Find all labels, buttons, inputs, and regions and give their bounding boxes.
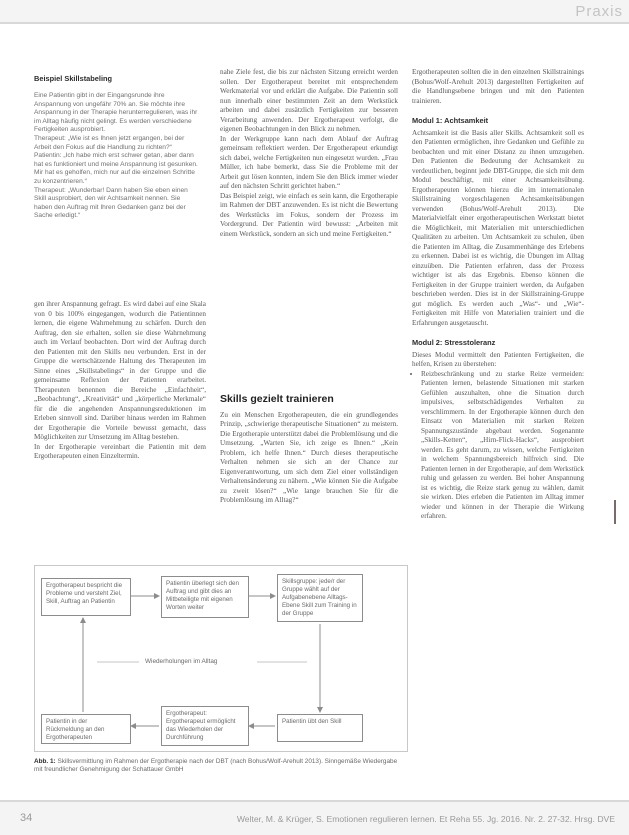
case-paragraph: Patientin: „Ich habe mich erst schwer getan, aber dann hat es funktioniert und meine Anspannung ist gesunken. Mir hat es geholfen, mich nur auf die einzelnen Schritte zu konzentrieren.“ (34, 152, 198, 185)
footer-citation: Welter, M. & Krüger, S. Emotionen regulieren lernen. Et Reha 55. Jg. 2016. Nr. 2. 27-32. Hrsg. DVE (236, 814, 615, 824)
body-paragraph: In der Ergotherapie vereinbart die Patientin mit dem Ergotherapeuten einen Einzeltermin. (34, 442, 206, 460)
case-paragraph: Therapeut: „Wunderbar! Dann haben Sie eben einen Skill ausprobiert, den wir Achtsamkeit nennen. Sie haben den Auftrag mit Ihren Gedanken ganz bei der Sache erledigt.“ (34, 186, 188, 220)
diagram-box: Patientin überlegt sich den Auftrag und gibt dies an Mitbeteiligte mit eigenen Worten weiter (161, 576, 249, 618)
column-1 (34, 300, 206, 462)
figure-diagram (34, 565, 408, 752)
figure-caption (34, 758, 406, 775)
caption-label: Abb. 1: (34, 758, 56, 765)
case-paragraph: Therapeut: „Wie ist es Ihnen jetzt ergangen, bei der Arbeit den Fokus auf die Handlung zu richten?“ (34, 134, 185, 151)
diagram-box: Skillsgruppe: jede/r der Gruppe wählt auf der Aufgabenebene Alltags-Ebene Skill zum Training in der Gruppe (277, 574, 363, 622)
module-2-intro: Dieses Modul vermittelt den Patienten Fertigkeiten, die helfen, Krisen zu überstehen: (412, 350, 584, 368)
diagram-box: Ergotherapeut bespricht die Probleme und versteht Ziel, Skill, Auftrag an Patientin (41, 578, 131, 616)
section-label: Praxis (575, 3, 623, 20)
diagram-box: Ergotherapeut: Ergotherapeut ermöglicht das Wiederholen der Durchführung (161, 706, 249, 746)
column-3 (412, 68, 584, 522)
body-paragraph: Zu ein Menschen Ergotherapeuten, die ein grundlegendes Prinzip, „schwierige therapeutische Situationen“ zu meistern. Die Ergotherapie unterstützt dabei die Problemlösung und die Umsetzung. „Warten Sie, ich zeige es Ihnen.“ „Kein Problem, ich helfe Ihnen.“ Durch dieses therapeutische Verhalten nehmen sie sich an der Chance zur Eigenverantwortung, um sich dem Ziel einer vollständigen Verhaltensänderung zu nähern. „Wie können Sie die Aufgabe zu zweit lösen?“ „Wie lange brauchen Sie für die Problemlösung im Alltag?“ (220, 410, 398, 504)
case-example-box (34, 68, 200, 296)
module-2-list (412, 370, 584, 522)
margin-marker (614, 500, 616, 524)
body-paragraph: Ergotherapeuten sollten die in den einzelnen Skillstrainings (Bohus/Wolf-Arehult 2013) dargestellten Fertigkeiten auf die Handlungsebene bringen und mit den Patienten trainieren. (412, 68, 584, 105)
body-paragraph: gen ihrer Anspannung gefragt. Es wird dabei auf eine Skala von 0 bis 100% eingegangen, wodurch die Patientinnen lernen, die eigene Wahrnehmung zu schärfen. Durch den Auftrag, den sie erhalten, sollen sie diese Wahrnehmung auch im Verlauf beobachten. Dort wird der Auftrag durch den Patienten mit den Skills neu verbunden. Erst in der Gruppe die wertschätzende Haltung des Therapeuten im Sinne eines „Skillstabelings“ in der Gruppe und die gemeinsame Reflexion der Patienten erarbeitet. Therapeuten benennen die Bereiche „Einfachheit“, „Beobachtung“, „Kreativität“ und „körperliche Merkmale“ für die die angehenden Anspannungsreduktionen im Erleben sinnvoll sind. Darüber hinaus werden im Rahmen der Ergotherapie die Vorteile bewusst gemacht, dass Möglichkeiten zur Umsetzung im Alltag bestehen. (34, 300, 206, 441)
body-paragraph: nahe Ziele fest, die bis zur nächsten Sitzung erreicht werden sollen. Der Ergotherapeut bereitet mit entsprechendem Werkmaterial vor und erklärt die Aufgabe. Die Patientin soll nun innerhalb einer bestimmten Zeit an dem Werkstück arbeiten und dabei zusätzlich Fertigkeiten zur besseren Verarbeitung anwenden. Der Ergotherapeut verfolgt, die eigenen Beobachtungen in den Blick zu nehmen. (220, 68, 398, 133)
module-2-heading: Modul 2: Stresstoleranz (412, 338, 496, 347)
section-heading: Skills gezielt trainieren (220, 393, 334, 405)
case-example-title: Beispiel Skillstabeling (34, 74, 113, 83)
caption-text: Skillsvermittlung im Rahmen der Ergotherapie nach der DBT (nach Bohus/Wolf-Arehult 2013). Sinngemäße Wiedergabe mit freundlicher Genehmigung der Schattauer GmbH (34, 758, 398, 774)
body-paragraph: In der Werkgruppe kann nach dem Ablauf der Auftrag gemeinsam reflektiert werden. Der Ergotherapeut erkundigt sich dabei, welche Fertigkeiten nun eingesetzt wurden. „Frau Müller, ich habe bemerkt, dass Sie die Probleme mit der Arbeit gut lösen konnten, indem Sie den Blick immer wieder auf den nächsten Schritt gerichtet haben.“ (220, 134, 398, 190)
page-number: 34 (20, 812, 33, 824)
diagram-box: Patientin übt den Skill (277, 714, 363, 742)
module-1-heading: Modul 1: Achtsamkeit (412, 116, 489, 125)
diagram-box: Patientin in der Rückmeldung an den Ergotherapeuten (41, 714, 131, 744)
list-item: • Reizbeschränkung und zu starke Reize vermeiden: Patienten lernen, belastende Situationen mit starken Gefühlen auszuhalten, ohne die Situation durch impulsives, selbstschädigendes Verhalten zu verschlimmern. In der Ergotherapie können durch den Einsatz von Materialien mit starken Reizen Spannungszustände abgebaut werden. Sogenannte „Skills-Ketten“, „Hirn-Flick-Hacks“, ausprobiert werden. Es geht darum, zu wissen, welche Fertigkeiten in welchem Spannungsbereich hilfreich sind. Die Patienten lernen in der Ergotherapie, auf dem Werkstück ruhig und gelassen zu werden. Bei hoher Anspannung ist es wichtig, die Reize stark genug zu wählen, damit sie wirken. Dies erleben die Patienten im Alltag immer wieder und können in der Therapie die Wirkung erfahren. (421, 370, 584, 522)
column-2-section (220, 385, 398, 506)
header-rule (0, 22, 629, 24)
column-2-top (220, 68, 398, 239)
header-bar (0, 0, 629, 22)
module-1-text: Achtsamkeit ist die Basis aller Skills. Achtsamkeit soll es den Patienten ermöglichen, ihre Gedanken und Gefühle zu beobachten und mit einer Distanz zu ihnen umzugehen. Den Patienten die Bedeutung der Achtsamkeit zu verdeutlichen, beginnt jede DBT-Gruppe, die sich mit dem Modul beschäftigt, mit einer Achtsamkeitsübung. Ergotherapeuten können hierzu die im internationalen Skillstraining vorgeschlagenen Achtsamkeitsübungen verwenden (Bohus/Wolf-Arehult 2013). Die Materialvielfalt einer ergotherapeutischen Werkstatt bietet die Möglichkeit, mit Materialien mit unterschiedlichen Qualitäten zu arbeiten. Um Achtsamkeit zu schulen, üben die Patienten im Alltag, die Zusammenhänge des Erlebens zu erkennen. Dabei ist es wichtig, die Übungen im Alltag einzuüben. Die Patienten erfahren, dass der Prozess wichtiger ist als das Ergebnis. Ebenso können die Fertigkeiten in der Gruppe trainiert werden, da Aufgaben beschrieben werden. Dies ist in der Skillstraining-Gruppe gut möglich. Es werden auch „Was“- und „Wie“-Fertigkeiten mit Hilfe von Materialien trainiert und die Erfahrungen ausgetauscht. (412, 128, 584, 327)
case-paragraph: Eine Patientin gibt in der Eingangsrunde ihre Anspannung von ungefähr 70% an. Sie möchte ihre Anspannung in der Therapie herunterregulieren, was ihr im Alltag häufig nicht gelingt. Es werden verschiedene Fertigkeiten ausprobiert. (34, 92, 198, 134)
diagram-center-label: Wiederholungen im Alltag (145, 658, 218, 665)
body-paragraph: Das Beispiel zeigt, wie einfach es sein kann, die Ergotherapie im Rahmen der DBT anzuwenden. Es ist nicht die Bewertung des Werkstücks im Fokus, sondern der Prozess im Vordergrund. Der Patientin wird bewusst: „Arbeiten mit einem Werkstück, sondern an sich und meine Fertigkeiten.“ (220, 191, 398, 238)
